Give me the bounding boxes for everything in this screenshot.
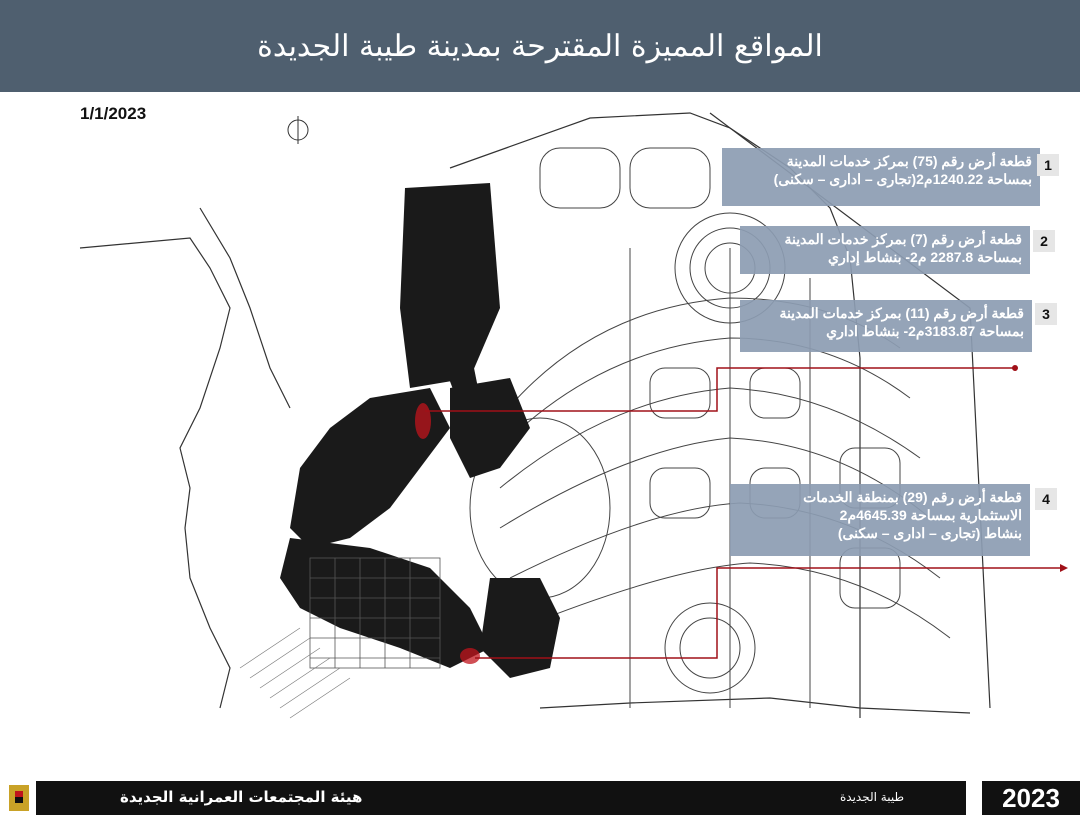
footer-organization: هيئة المجتمعات العمرانية الجديدة <box>120 788 363 806</box>
site-callout-1[interactable] <box>722 148 1040 206</box>
site-callout-3[interactable] <box>740 300 1032 352</box>
callout-3-line2: بمساحة 3183.87م2- بنشاط اداري <box>826 323 1024 339</box>
callout-3-line1: قطعة أرض رقم (11) بمركز خدمات المدينة <box>779 305 1024 321</box>
callout-1-line2: بمساحة 1240.22م2(تجارى – ادارى – سكنى) <box>773 171 1032 187</box>
site-callout-2[interactable] <box>740 226 1030 274</box>
egypt-emblem-icon <box>6 783 32 813</box>
callout-1-line1: قطعة أرض رقم (75) بمركز خدمات المدينة <box>786 153 1032 169</box>
footer-year: 2023 <box>982 781 1080 815</box>
callout-4-line2: الاستثمارية بمساحة 4645.39م2 <box>839 507 1022 523</box>
page-title: المواقع المميزة المقترحة بمدينة طيبة الجديدة <box>257 28 823 64</box>
callout-2-line2: بمساحة 2287.8 م2- بنشاط إداري <box>828 249 1022 265</box>
callout-2-line1: قطعة أرض رقم (7) بمركز خدمات المدينة <box>784 231 1022 247</box>
title-bar <box>0 0 1080 92</box>
callout-3-number: 3 <box>1035 303 1057 325</box>
map-date: 1/1/2023 <box>80 104 147 123</box>
callout-1-number: 1 <box>1037 154 1059 176</box>
callout-4-line1: قطعة أرض رقم (29) بمنطقة الخدمات <box>803 489 1022 505</box>
footer-city: طيبة الجديدة <box>840 790 905 804</box>
site-callout-4[interactable] <box>730 484 1030 556</box>
callout-4-number: 4 <box>1035 488 1057 510</box>
callout-2-number: 2 <box>1033 230 1055 252</box>
callout-4-line3: بنشاط (تجارى – ادارى – سكنى) <box>837 525 1022 541</box>
